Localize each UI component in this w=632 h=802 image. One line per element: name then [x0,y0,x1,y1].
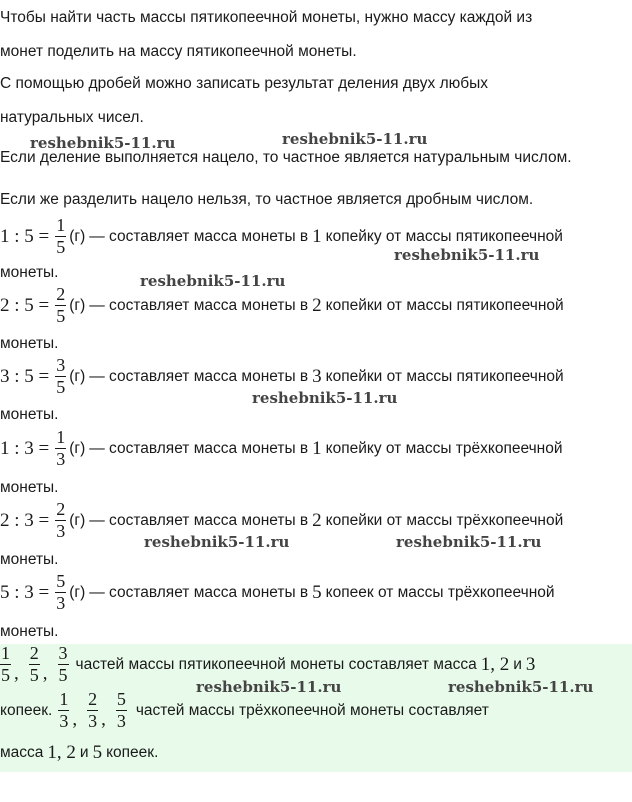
unit: (г) [69,583,86,601]
fraction: $\frac{2}{3}$ [88,689,98,731]
row-text: — составляет масса монеты в [89,583,309,601]
intro-line-1: Чтобы найти часть массы пятикопеечной монеты, нужно массу каждой из [0,9,533,26]
watermark: reshebnik5-11.ru [196,678,342,696]
answer-value: 5 [92,742,103,763]
intro-line-5: Если деление выполняется нацело, то частное является натуральным числом. [0,149,572,166]
fraction: $\frac{5}{3}$ [116,689,126,731]
row-continuation: монеты. [0,623,59,640]
row-tail: копейки от массы трёхкопеечной [325,511,564,529]
fraction: $\frac{3}{5}$ [56,355,66,397]
fraction: $\frac{1}{3}$ [56,427,66,469]
coin-value: 1 [312,437,322,459]
intro-line-2: монет поделить на массу пятикопеечной монеты. [0,43,357,60]
row-text: — составляет масса монеты в [89,227,309,245]
fraction: $\frac{1}{5}$ [1,643,10,685]
division-expression: 3 : 5 = [0,365,50,387]
watermark: reshebnik5-11.ru [30,134,176,152]
row-tail: копейку от массы пятикопеечной [325,227,563,245]
answer-text: копеек. [0,701,53,719]
intro-line-3: С помощью дробей можно записать результат деления двух любых [0,75,489,92]
fraction: $\frac{2}{3}$ [56,499,66,541]
unit: (г) [69,227,86,245]
intro-line-4: натуральных чисел. [0,109,144,126]
answer-value: 3 [525,653,536,675]
division-expression: 2 : 3 = [0,509,50,531]
fraction: $\frac{5}{3}$ [56,571,66,613]
row-tail: копейку от массы трёхкопеечной [325,439,563,457]
watermark: reshebnik5-11.ru [448,678,594,696]
fraction: $\frac{3}{5}$ [58,643,68,685]
row-tail: копейки от массы пятикопеечной [325,367,564,385]
fraction: $\frac{1}{3}$ [59,689,69,731]
unit: (г) [69,296,86,314]
row-tail: копеек от массы трёхкопеечной [325,583,555,601]
answer-values: 1, 2 [480,653,510,675]
row-continuation: монеты. [0,479,59,496]
row-continuation: монеты. [0,335,59,352]
fraction-row [0,428,563,469]
coin-value: 1 [312,225,322,247]
row-tail: копейки от массы пятикопеечной [325,296,564,314]
row-text: — составляет масса монеты в [89,367,309,385]
row-continuation: монеты. [0,264,59,281]
answer-line-2: копеек. $\frac{1}{3}$ , $\frac{2}{3}$ , $\frac{5}{3}$ частей массы трёхкопеечной монеты составляет [0,689,489,731]
answer-text: частей массы трёхкопеечной монеты составляет [135,701,489,719]
row-continuation: монеты. [0,406,59,423]
row-text: — составляет масса монеты в [89,511,309,529]
division-expression: 1 : 3 = [0,437,50,459]
coin-value: 3 [312,365,322,387]
division-expression: 5 : 3 = [0,581,50,603]
watermark: reshebnik5-11.ru [144,533,290,551]
answer-line-3: масса 1, 2 и 5 копеек. [0,742,159,763]
fraction-row [0,285,564,326]
fraction: $\frac{1}{5}$ [56,215,66,257]
coin-value: 2 [312,294,322,316]
division-expression: 2 : 5 = [0,294,50,316]
coin-value: 2 [312,509,322,531]
fraction: $\frac{2}{5}$ [56,284,66,326]
row-text: — составляет масса монеты в [89,439,309,457]
watermark: reshebnik5-11.ru [396,533,542,551]
watermark: reshebnik5-11.ru [282,130,428,148]
answer-text: частей массы пятикопеечной монеты составляет масса [75,655,477,673]
coin-value: 5 [312,581,322,603]
answer-values: 1, 2 [47,742,76,763]
unit: (г) [69,439,86,457]
row-text: — составляет масса монеты в [89,296,309,314]
watermark: reshebnik5-11.ru [140,272,286,290]
watermark: reshebnik5-11.ru [394,246,540,264]
fraction-row [0,572,555,613]
row-continuation: монеты. [0,551,59,568]
fraction: $\frac{2}{5}$ [29,643,39,685]
intro-line-6: Если же разделить нацело нельзя, то частное является дробным числом. [0,191,534,208]
unit: (г) [69,511,86,529]
division-expression: 1 : 5 = [0,225,50,247]
answer-line-1: $\frac{1}{5}$ , $\frac{2}{5}$ , $\frac{3}{5}$ частей массы пятикопеечной монеты составляет масса 1, 2 и 3 [1,643,536,685]
unit: (г) [69,367,86,385]
watermark: reshebnik5-11.ru [252,389,398,407]
